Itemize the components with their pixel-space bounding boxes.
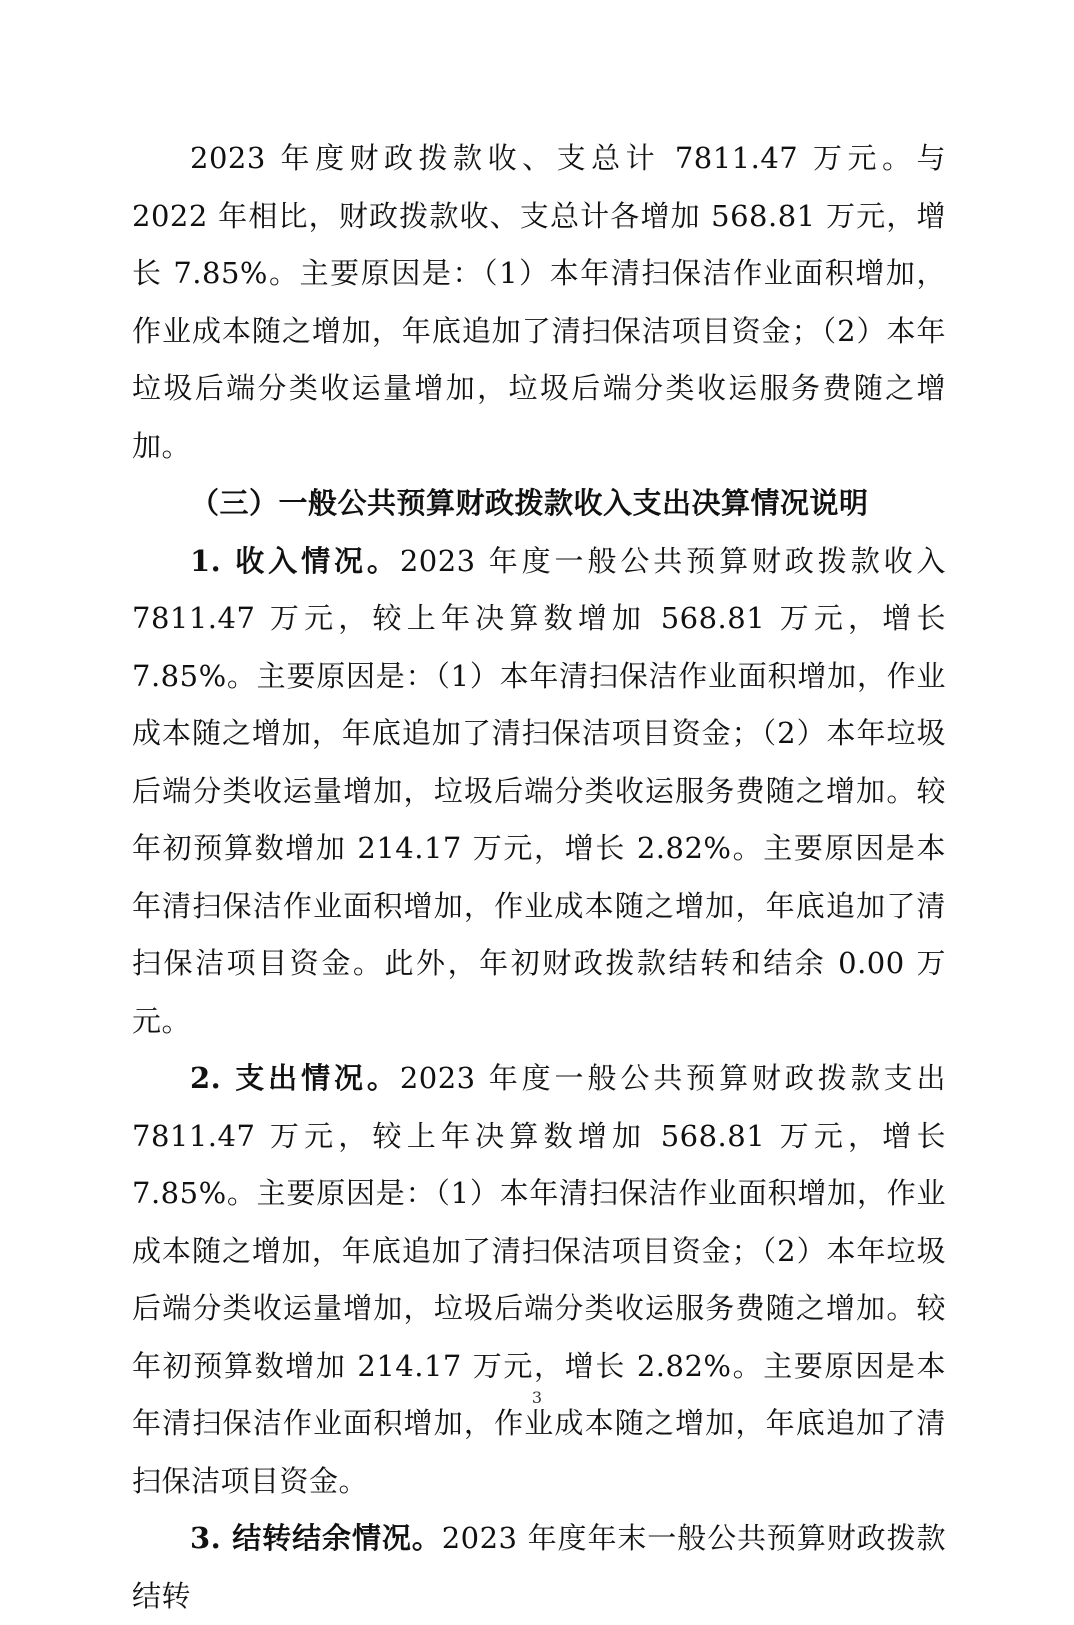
paragraph-fiscal-total: 2023 年度财政拨款收、支总计 7811.47 万元。与 2022 年相比，财政拨款收、支总计各增加 568.81 万元，增长 7.85%。主要原因是：（1）本年清扫保洁作业面积增加，作业成本随之增加，年底追加了清扫保洁项目资金；（2）本年垃圾后端分类收运量增加，垃圾后端分类收运服务费随之增加。 xyxy=(132,141,946,463)
income-body: 2023 年度一般公共预算财政拨款收入 7811.47 万元，较上年决算数增加 568.81 万元，增长 7.85%。主要原因是：（1）本年清扫保洁作业面积增加，作业成本随之增加，年底追加了清扫保洁项目资金；（2）本年垃圾后端分类收运量增加，垃圾后端分类收运服务费随之增加。较年初预算数增加 214.17 万元，增长 2.82%。主要原因是本年清扫保洁作业面积增加，作业成本随之增加，年底追加了清扫保洁项目资金。此外，年初财政拨款结转和结余 0.00 万元。 xyxy=(132,543,946,1038)
expense-lead: 2. 支出情况。 xyxy=(190,1061,400,1095)
income-lead: 1. 收入情况。 xyxy=(190,543,400,578)
expense-body: 2023 年度一般公共预算财政拨款支出 7811.47 万元，较上年决算数增加 568.81 万元，增长 7.85%。主要原因是：（1）本年清扫保洁作业面积增加，作业成本随之增加，年底追加了清扫保洁项目资金；（2）本年垃圾后端分类收运量增加，垃圾后端分类收运服务费随之增加。较年初预算数增加 214.17 万元，增长 2.82%。主要原因是本年清扫保洁作业面积增加，作业成本随之增加，年底追加了清扫保洁项目资金。 xyxy=(132,1061,946,1498)
paragraph-carryover xyxy=(132,1510,946,1625)
carryover-lead: 3. 结转结余情况。 xyxy=(190,1521,442,1555)
paragraph-income xyxy=(132,533,946,1051)
paragraph-expense xyxy=(132,1050,946,1510)
section-heading: （三）一般公共预算财政拨款收入支出决算情况说明 xyxy=(190,486,869,520)
carryover-body: 2023 年度年末一般公共预算财政拨款结转 xyxy=(132,1521,946,1613)
page-number: 3 xyxy=(531,1388,543,1407)
